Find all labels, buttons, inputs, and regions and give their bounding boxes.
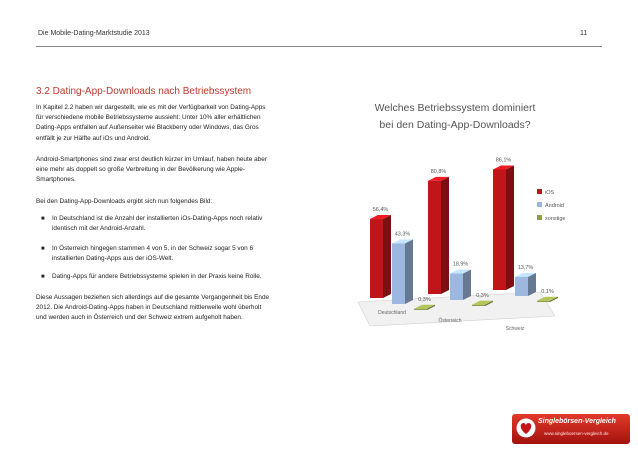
legend-swatch-android [537, 202, 542, 207]
category-label-schweiz: Schweiz [505, 326, 525, 332]
bar-österreich-android-side [463, 270, 471, 300]
data-label-schweiz-android: 13,7% [517, 264, 534, 271]
paragraph-1-line: entfällt je zur Hälfte auf iOs und Android. [36, 134, 151, 142]
bar-schweiz-ios [493, 169, 506, 290]
legend-label-sonstige: sonstige [545, 216, 566, 222]
data-label-deutschland-sonstige: 0,3% [418, 296, 431, 303]
bullet-line: identisch mit der Android-Anzahl. [52, 225, 146, 233]
bar-österreich-ios [428, 181, 441, 294]
paragraph-1-line: für verschiedene mobile Betriebssysteme aussieht: Unter 10% aller erhältlichen [36, 114, 261, 122]
paragraph-3: Bei den Dating-App-Downloads ergibt sich nun folgendes Bild: [36, 198, 213, 205]
chart-title [330, 100, 580, 134]
paragraph-4 [36, 293, 304, 324]
category-label-österreich: Österreich [438, 318, 462, 324]
paragraph-2 [36, 155, 304, 186]
bar-deutschland-sonstige [414, 309, 427, 310]
section-heading: 3.2 Dating-App-Downloads nach Betriebssystem [36, 86, 252, 97]
bullet-dot-icon: ■ [41, 274, 45, 280]
logo-url: www.singleboersen-vergleich.de [544, 431, 609, 436]
paragraph-4-line: Diese Aussagen beziehen sich allerdings auf die gesamte Vergangenheit bis Ende [36, 294, 270, 301]
bar-schweiz-ios-side [506, 165, 514, 290]
logo-title: Singlebörsen-Vergleich [538, 418, 616, 425]
paragraph-4-line: und werden auch in Österreich und der Schweiz extrem aufgeholt haben. [36, 314, 243, 322]
bar-schweiz-android-side [528, 273, 536, 296]
bar-deutschland-ios-side [383, 215, 391, 298]
paragraph-1 [36, 103, 304, 144]
paragraph-1-line: In Kapitel 2.2 haben wir dargestellt, wie es mit der Verfügbarkeit von Dating-Apps [36, 104, 266, 111]
bar-deutschland-android [392, 243, 405, 304]
chart-title-line: bei den Dating-App-Downloads? [379, 119, 531, 131]
bullet-item [41, 244, 304, 264]
legend-label-android: Android [545, 203, 564, 209]
header-divider [36, 46, 602, 47]
os-downloads-bar-chart [330, 150, 600, 340]
data-label-deutschland-ios: 56,4% [372, 207, 389, 214]
bullet-line: In Deutschland ist die Anzahl der installierten iOs-Dating-Apps noch relativ [52, 215, 263, 222]
header-doc-title: Die Mobile-Dating-Marktstudie 2013 [38, 30, 150, 37]
bullet-dot-icon: ■ [41, 216, 45, 222]
paragraph-2-line: eine mehr als doppelt so große Verbreitung in der Bevölkerung wie Apple- [36, 166, 245, 174]
paragraph-2-line: Android-Smartphones sind zwar erst deutlich kürzer im Umlauf, haben heute aber [36, 156, 267, 163]
legend-swatch-ios [537, 189, 542, 194]
bullet-line: In Österreich hingegen stammen 4 von 5, in der Schweiz sogar 5 von 6 [52, 245, 254, 252]
paragraph-2-line: Smartphones. [36, 176, 76, 184]
heart-logo-icon [516, 418, 536, 438]
header-page-number: 11 [580, 30, 588, 37]
bullet-line: Dating-Apps für andere Betriebssysteme spielen in der Praxis keine Rolle. [52, 273, 262, 280]
data-label-österreich-android: 18,9% [452, 261, 469, 268]
bar-österreich-ios-side [441, 177, 449, 294]
bar-deutschland-android-side [405, 239, 413, 304]
bullet-item [41, 272, 304, 282]
legend-label-ios: iOS [545, 190, 555, 196]
bar-österreich-android [450, 274, 463, 300]
data-label-schweiz-sonstige: 0,1% [541, 288, 554, 295]
bar-schweiz-android [515, 277, 528, 296]
bar-schweiz-sonstige [537, 301, 550, 302]
data-label-deutschland-android: 43,3% [394, 231, 411, 238]
bullet-item [41, 214, 304, 234]
bar-deutschland-ios [370, 219, 383, 298]
singleboersen-logo [512, 414, 630, 444]
paragraph-4-line: 2012. Die Android-Dating-Apps haben in Deutschland mittlerweile wohl überholt [36, 304, 262, 312]
data-label-österreich-ios: 80,8% [430, 168, 447, 175]
data-label-schweiz-ios: 86,1% [495, 157, 512, 164]
category-label-deutschland: Deutschland [378, 310, 406, 316]
bar-österreich-sonstige [472, 305, 485, 306]
legend-swatch-sonstige [537, 215, 542, 220]
data-label-österreich-sonstige: 0,3% [476, 292, 489, 299]
paragraph-1-line: Dating-Apps entfallen auf Außenseiter wie Blackberry oder Windows, das Gros [36, 124, 259, 132]
bullet-dot-icon: ■ [41, 246, 45, 252]
bullet-line: installierten Dating-Apps aus der iOS-Welt. [52, 255, 174, 263]
chart-title-line: Welches Betriebssystem dominiert [374, 102, 536, 114]
